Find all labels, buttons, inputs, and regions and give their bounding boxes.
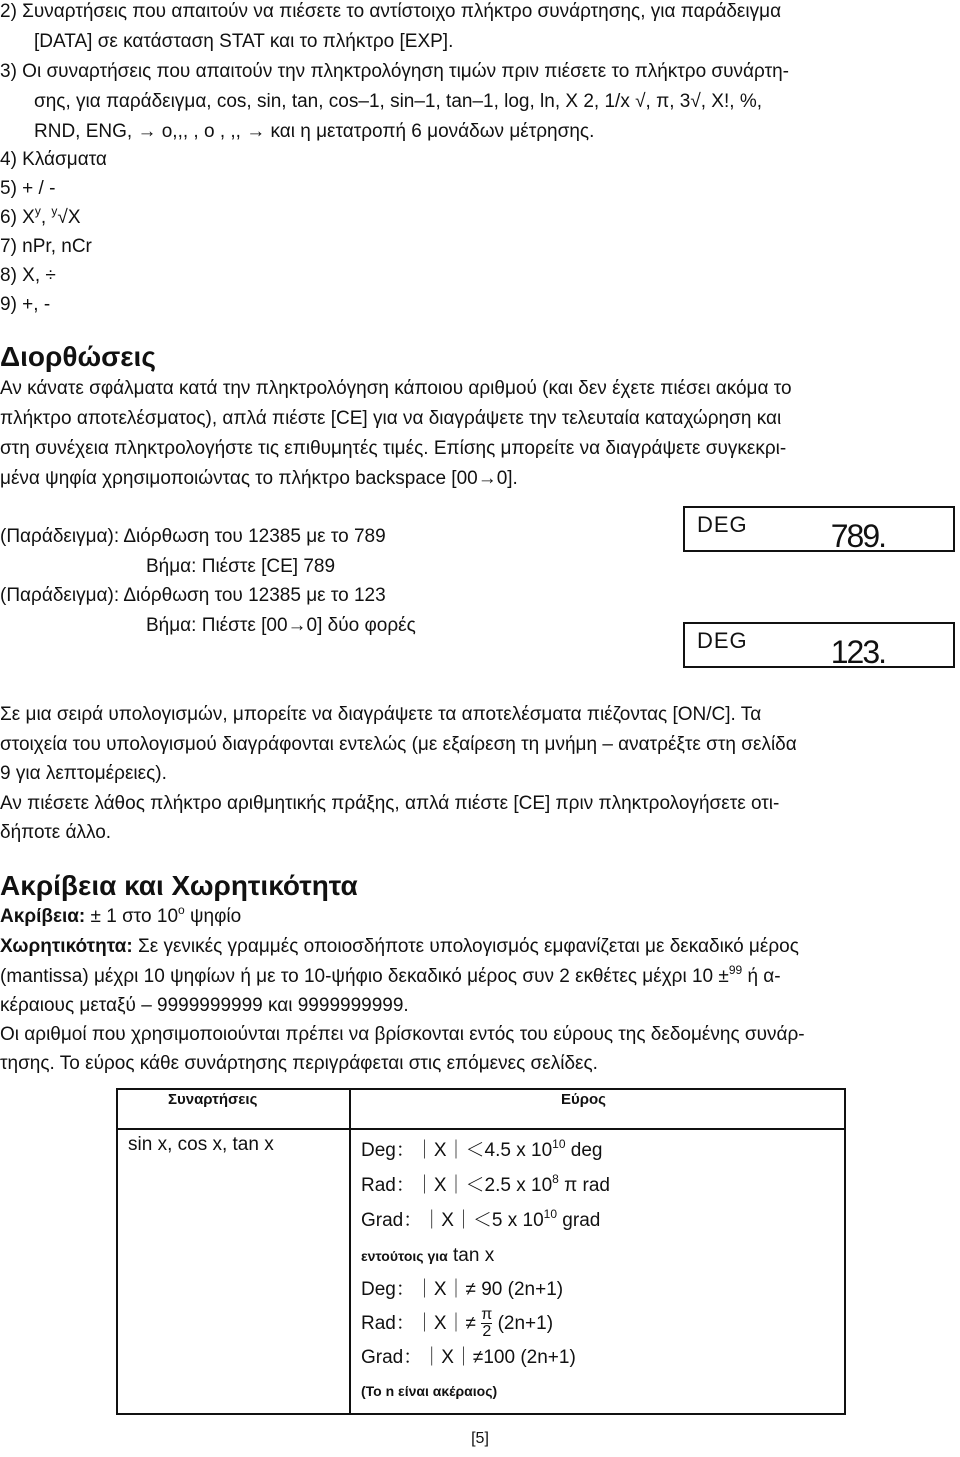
corrections-para-line: μένα ψηφία χρησιμοποιώντας το πλήκτρο backspace [00→0]. [0, 468, 518, 489]
paragraph-line: Αν πιέσετε λάθος πλήκτρο αριθμητικής πράξης, απλά πιέστε [CE] πριν πληκτρολογήσετε οτι- [0, 793, 780, 814]
pi-over-two-fraction [481, 1307, 492, 1340]
table-header-range: Εύρος [350, 1089, 845, 1129]
list-item-9: 9) +, - [0, 294, 51, 315]
capacity-text: Σε γενικές γραμμές οποιοσδήποτε υπολογισμός εμφανίζεται με δεκαδικό μέρος [132, 936, 799, 957]
range-table [116, 1088, 846, 1415]
table-cell-range [350, 1129, 845, 1414]
example-1: (Παράδειγμα): Διόρθωση του 12385 με το 789 [0, 526, 386, 547]
display-mode-label: DEG [697, 628, 748, 653]
example-2: (Παράδειγμα): Διόρθωση του 12385 με το 123 [0, 585, 386, 606]
list-item-5: 5) + / - [0, 178, 56, 199]
list-item-2b: [DATA] σε κατάσταση STAT και το πλήκτρο [EXP]. [34, 31, 454, 52]
table-row [117, 1129, 845, 1414]
paragraph-line: Σε μια σειρά υπολογισμών, μπορείτε να διαγράψετε τα αποτελέσματα πιέζοντας [ON/C]. Τα [0, 704, 762, 725]
list-item-8: 8) X, ÷ [0, 265, 56, 286]
range-deg-tan: Deg：｜X｜≠ 90 (2n+1) [361, 1279, 564, 1300]
fraction-denominator: 2 [482, 1323, 492, 1341]
capacity-line [0, 932, 799, 962]
table-header-functions: Συναρτήσεις [117, 1089, 350, 1129]
accuracy-tail: ψηφίο [184, 906, 242, 927]
list-item-3a: 3) Οι συναρτήσεις που απαιτούν την πληκτρολόγηση τιμών πριν πιέσετε το πλήκτρο συνάρτη- [0, 61, 789, 82]
accuracy-label: Ακρίβεια: [0, 906, 86, 927]
display-value: 123. [830, 634, 885, 670]
range-text: Rad：｜X｜≠ [361, 1313, 476, 1334]
step-1: Βήμα: Πιέστε [CE] 789 [146, 556, 336, 577]
capacity-line-2 [0, 962, 781, 993]
capacity-line-3: κέραιους μεταξύ – 9999999999 και 9999999999. [0, 995, 409, 1016]
range-grad-tan: Grad：｜X｜≠100 (2n+1) [361, 1347, 576, 1368]
range-text: Grad：｜X｜＜5 x 10 [361, 1210, 544, 1231]
range-line: τησης. Το εύρος κάθε συνάρτησης περιγράφεται στις επόμενες σελίδες. [0, 1053, 598, 1074]
superscript: ο [178, 903, 185, 917]
exception-function: tan x [447, 1245, 495, 1266]
list-item-6-root: √X [57, 207, 81, 228]
range-text: (2n+1) [492, 1313, 554, 1334]
capacity-text: (mantissa) μέχρι 10 ψηφίων ή με το 10-ψήφιο δεκαδικό μέρος συν 2 εκθέτες μέχρι 10 ± [0, 966, 729, 987]
calculator-display-1 [683, 506, 955, 552]
superscript: 99 [728, 963, 743, 977]
table-header-row [117, 1089, 845, 1129]
paragraph-line: στοιχεία του υπολογισμού διαγράφονται εντελώς (με εξαίρεση τη μνήμη – ανατρέξτε στη σελίδα [0, 734, 797, 755]
list-item-6 [0, 203, 81, 234]
capacity-label: Χωρητικότητα: [0, 936, 133, 957]
range-rad-tan [361, 1307, 834, 1341]
superscript: 10 [543, 1207, 558, 1221]
calculator-display-2 [683, 622, 955, 668]
corrections-para-line: πλήκτρο αποτελέσματος), απλά πιέστε [CE] για να διαγράψετε την τελευταία καταχώρηση και [0, 408, 782, 429]
superscript: 8 [552, 1172, 559, 1186]
table-cell-function: sin x, cos x, tan x [117, 1129, 350, 1414]
list-item-3c: RND, ENG, → ο,,, , ο , ,, → και η μετατροπή 6 μονάδων μέτρησης. [34, 121, 595, 142]
range-grad [361, 1204, 834, 1239]
superscript: 10 [552, 1137, 566, 1151]
range-exception [361, 1239, 834, 1273]
fraction-numerator: π [481, 1306, 493, 1324]
step-2: Βήμα: Πιέστε [00→0] δύο φορές [146, 615, 416, 636]
superscript: y [34, 204, 41, 218]
range-unit: grad [557, 1210, 601, 1231]
range-unit: π rad [558, 1175, 610, 1196]
capacity-text: ή α- [742, 966, 781, 987]
page-number: [5] [471, 1430, 489, 1447]
exception-label: εντούτοις για [361, 1248, 448, 1264]
list-item-6-sep: , [40, 207, 52, 228]
range-deg [361, 1134, 834, 1169]
accuracy-text: ± 1 στο 10 [85, 906, 179, 927]
list-item-6-text: 6) X [0, 207, 35, 228]
superscript: y [51, 204, 58, 218]
list-item-3b: σης, για παράδειγμα, cos, sin, tan, cos–1, sin–1, tan–1, log, ln, X 2, 1/x √, π, 3√, X!, %, [34, 91, 762, 112]
range-rad [361, 1169, 834, 1204]
display-mode-label: DEG [697, 512, 748, 537]
paragraph-line: 9 για λεπτομέρειες). [0, 763, 167, 784]
range-line: Οι αριθμοί που χρησιμοποιούνται πρέπει να βρίσκονται εντός του εύρους της δεδομένης συνάρ- [0, 1024, 805, 1045]
list-item-7: 7) nPr, nCr [0, 236, 92, 257]
corrections-heading: Διορθώσεις [0, 341, 156, 372]
paragraph-line: δήποτε άλλο. [0, 822, 112, 843]
corrections-para-line: στη συνέχεια πληκτρολογήστε τις επιθυμητές τιμές. Επίσης μπορείτε να διαγράψετε συγκεκρι- [0, 438, 787, 459]
range-text: Deg：｜X｜＜4.5 x 10 [361, 1140, 553, 1161]
range-unit: deg [565, 1140, 603, 1161]
accuracy-heading: Ακρίβεια και Χωρητικότητα [0, 870, 358, 901]
list-item-2a: 2) Συναρτήσεις που απαιτούν να πιέσετε το αντίστοιχο πλήκτρο συνάρτησης, για παράδειγμα [0, 1, 782, 22]
corrections-para-line: Αν κάνατε σφάλματα κατά την πληκτρολόγηση κάποιου αριθμού (και δεν έχετε πιέσει ακόμα το [0, 378, 792, 399]
range-text: Rad：｜X｜＜2.5 x 10 [361, 1175, 553, 1196]
list-item-4: 4) Κλάσματα [0, 149, 107, 170]
accuracy-line [0, 902, 241, 933]
table-note: (Το n είναι ακέραιος) [361, 1383, 498, 1399]
display-value: 789. [830, 518, 885, 554]
